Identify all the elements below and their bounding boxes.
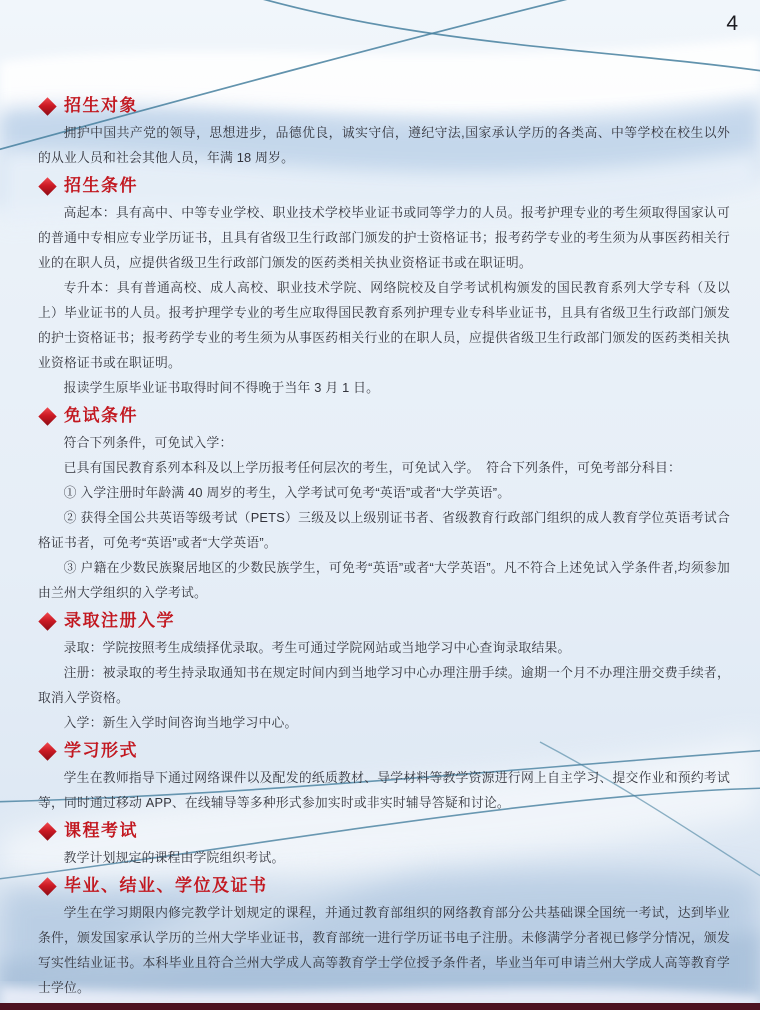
section-title: 招生条件 [64,176,138,195]
section-title: 课程考试 [64,821,138,840]
section-header [38,741,730,761]
section-graduation-degree [38,876,730,1000]
paragraph: 专升本：具有普通高校、成人高校、职业技术学院、网络院校及自学考试机构颁发的国民教育系列大学专科（及以上）毕业证书的人员。报考护理学专业的考生应取得国民教育系列护理专业专科毕业证书，且具有省级卫生行政部门颁发的护士资格证书；报考药学专业的考生须为从事医药相关行业的在职人员，应提供省级卫生行政部门颁发的医药类相关执业资格证书或在职证明。 [38,280,730,370]
paragraph: 录取：学院按照考生成绩择优录取。考生可通过学院网站或当地学习中心查询录取结果。 [63,640,571,655]
section-course-exams [38,821,730,870]
section-study-format [38,741,730,815]
paragraph: 学生在教师指导下通过网络课件以及配发的纸质教材、导学材料等教学资源进行网上自主学习、提交作业和预约考试等，同时通过移动 APP、在线辅导等多种形式参加实时或非实时辅导答疑和讨论。 [38,770,730,810]
section-title: 录取注册入学 [64,611,175,630]
paragraph: 符合下列条件，可免试入学： [63,435,233,450]
section-enrollment-conditions [38,176,730,400]
section-enrollment-targets [38,96,730,170]
section-exam-exemption [38,406,730,605]
paragraph: 拥护中国共产党的领导，思想进步，品德优良，诚实守信，遵纪守法,国家承认学历的各类高、中等学校在校生以外的从业人员和社会其他人员，年满 18 周岁。 [38,125,730,165]
paragraph: ② 获得全国公共英语等级考试（PETS）三级及以上级别证书者、省级教育行政部门组织的成人教育学位英语考试合格证书者，可免考“英语”或者“大学英语”。 [38,510,730,550]
paragraph: ③ 户籍在少数民族聚居地区的少数民族学生，可免考“英语”或者“大学英语”。凡不符合上述免试入学条件者,均须参加由兰州大学组织的入学考试。 [38,560,730,600]
section-title: 学习形式 [64,741,138,760]
document-content [38,96,730,1000]
section-header [38,876,730,896]
diamond-icon [38,877,56,895]
diamond-icon [38,97,56,115]
section-header [38,406,730,426]
section-title: 免试条件 [64,406,138,425]
diamond-icon [38,612,56,630]
diamond-icon [38,742,56,760]
page-number: 4 [726,12,738,35]
section-title: 毕业、结业、学位及证书 [64,876,268,895]
section-admission-registration [38,611,730,735]
paragraph: ① 入学注册时年龄满 40 周岁的考生，入学考试可免考“英语”或者“大学英语”。 [63,485,511,500]
section-title: 招生对象 [64,96,138,115]
paragraph: 报读学生原毕业证书取得时间不得晚于当年 3 月 1 日。 [63,380,380,395]
paragraph: 入学：新生入学时间咨询当地学习中心。 [63,715,298,730]
paragraph: 已具有国民教育系列本科及以上学历报考任何层次的考生，可免试入学。 符合下列条件，可免考部分科目： [63,460,682,475]
section-header [38,176,730,196]
paragraph: 教学计划规定的课程由学院组织考试。 [63,850,285,865]
diamond-icon [38,822,56,840]
section-header [38,611,730,631]
paragraph: 注册：被录取的考生持录取通知书在规定时间内到当地学习中心办理注册手续。逾期一个月不办理注册交费手续者，取消入学资格。 [38,665,730,705]
section-header [38,96,730,116]
diamond-icon [38,407,56,425]
diamond-icon [38,177,56,195]
section-header [38,821,730,841]
paragraph: 学生在学习期限内修完教学计划规定的课程，并通过教育部组织的网络教育部分公共基础课全国统一考试，达到毕业条件，颁发国家承认学历的兰州大学毕业证书，教育部统一进行学历证书电子注册。未修满学分者视已修学分情况，颁发写实性结业证书。本科毕业且符合兰州大学成人高等教育学士学位授予条件者，毕业当年可申请兰州大学成人高等教育学士学位。 [38,905,730,995]
paragraph: 高起本：具有高中、中等专业学校、职业技术学校毕业证书或同等学力的人员。报考护理专业的考生须取得国家认可的普通中专相应专业学历证书，且具有省级卫生行政部门颁发的护士资格证书；报考药学专业的考生须为从事医药相关行业的在职人员，应提供省级卫生行政部门颁发的医药类相关执业资格证书或在职证明。 [38,205,730,270]
